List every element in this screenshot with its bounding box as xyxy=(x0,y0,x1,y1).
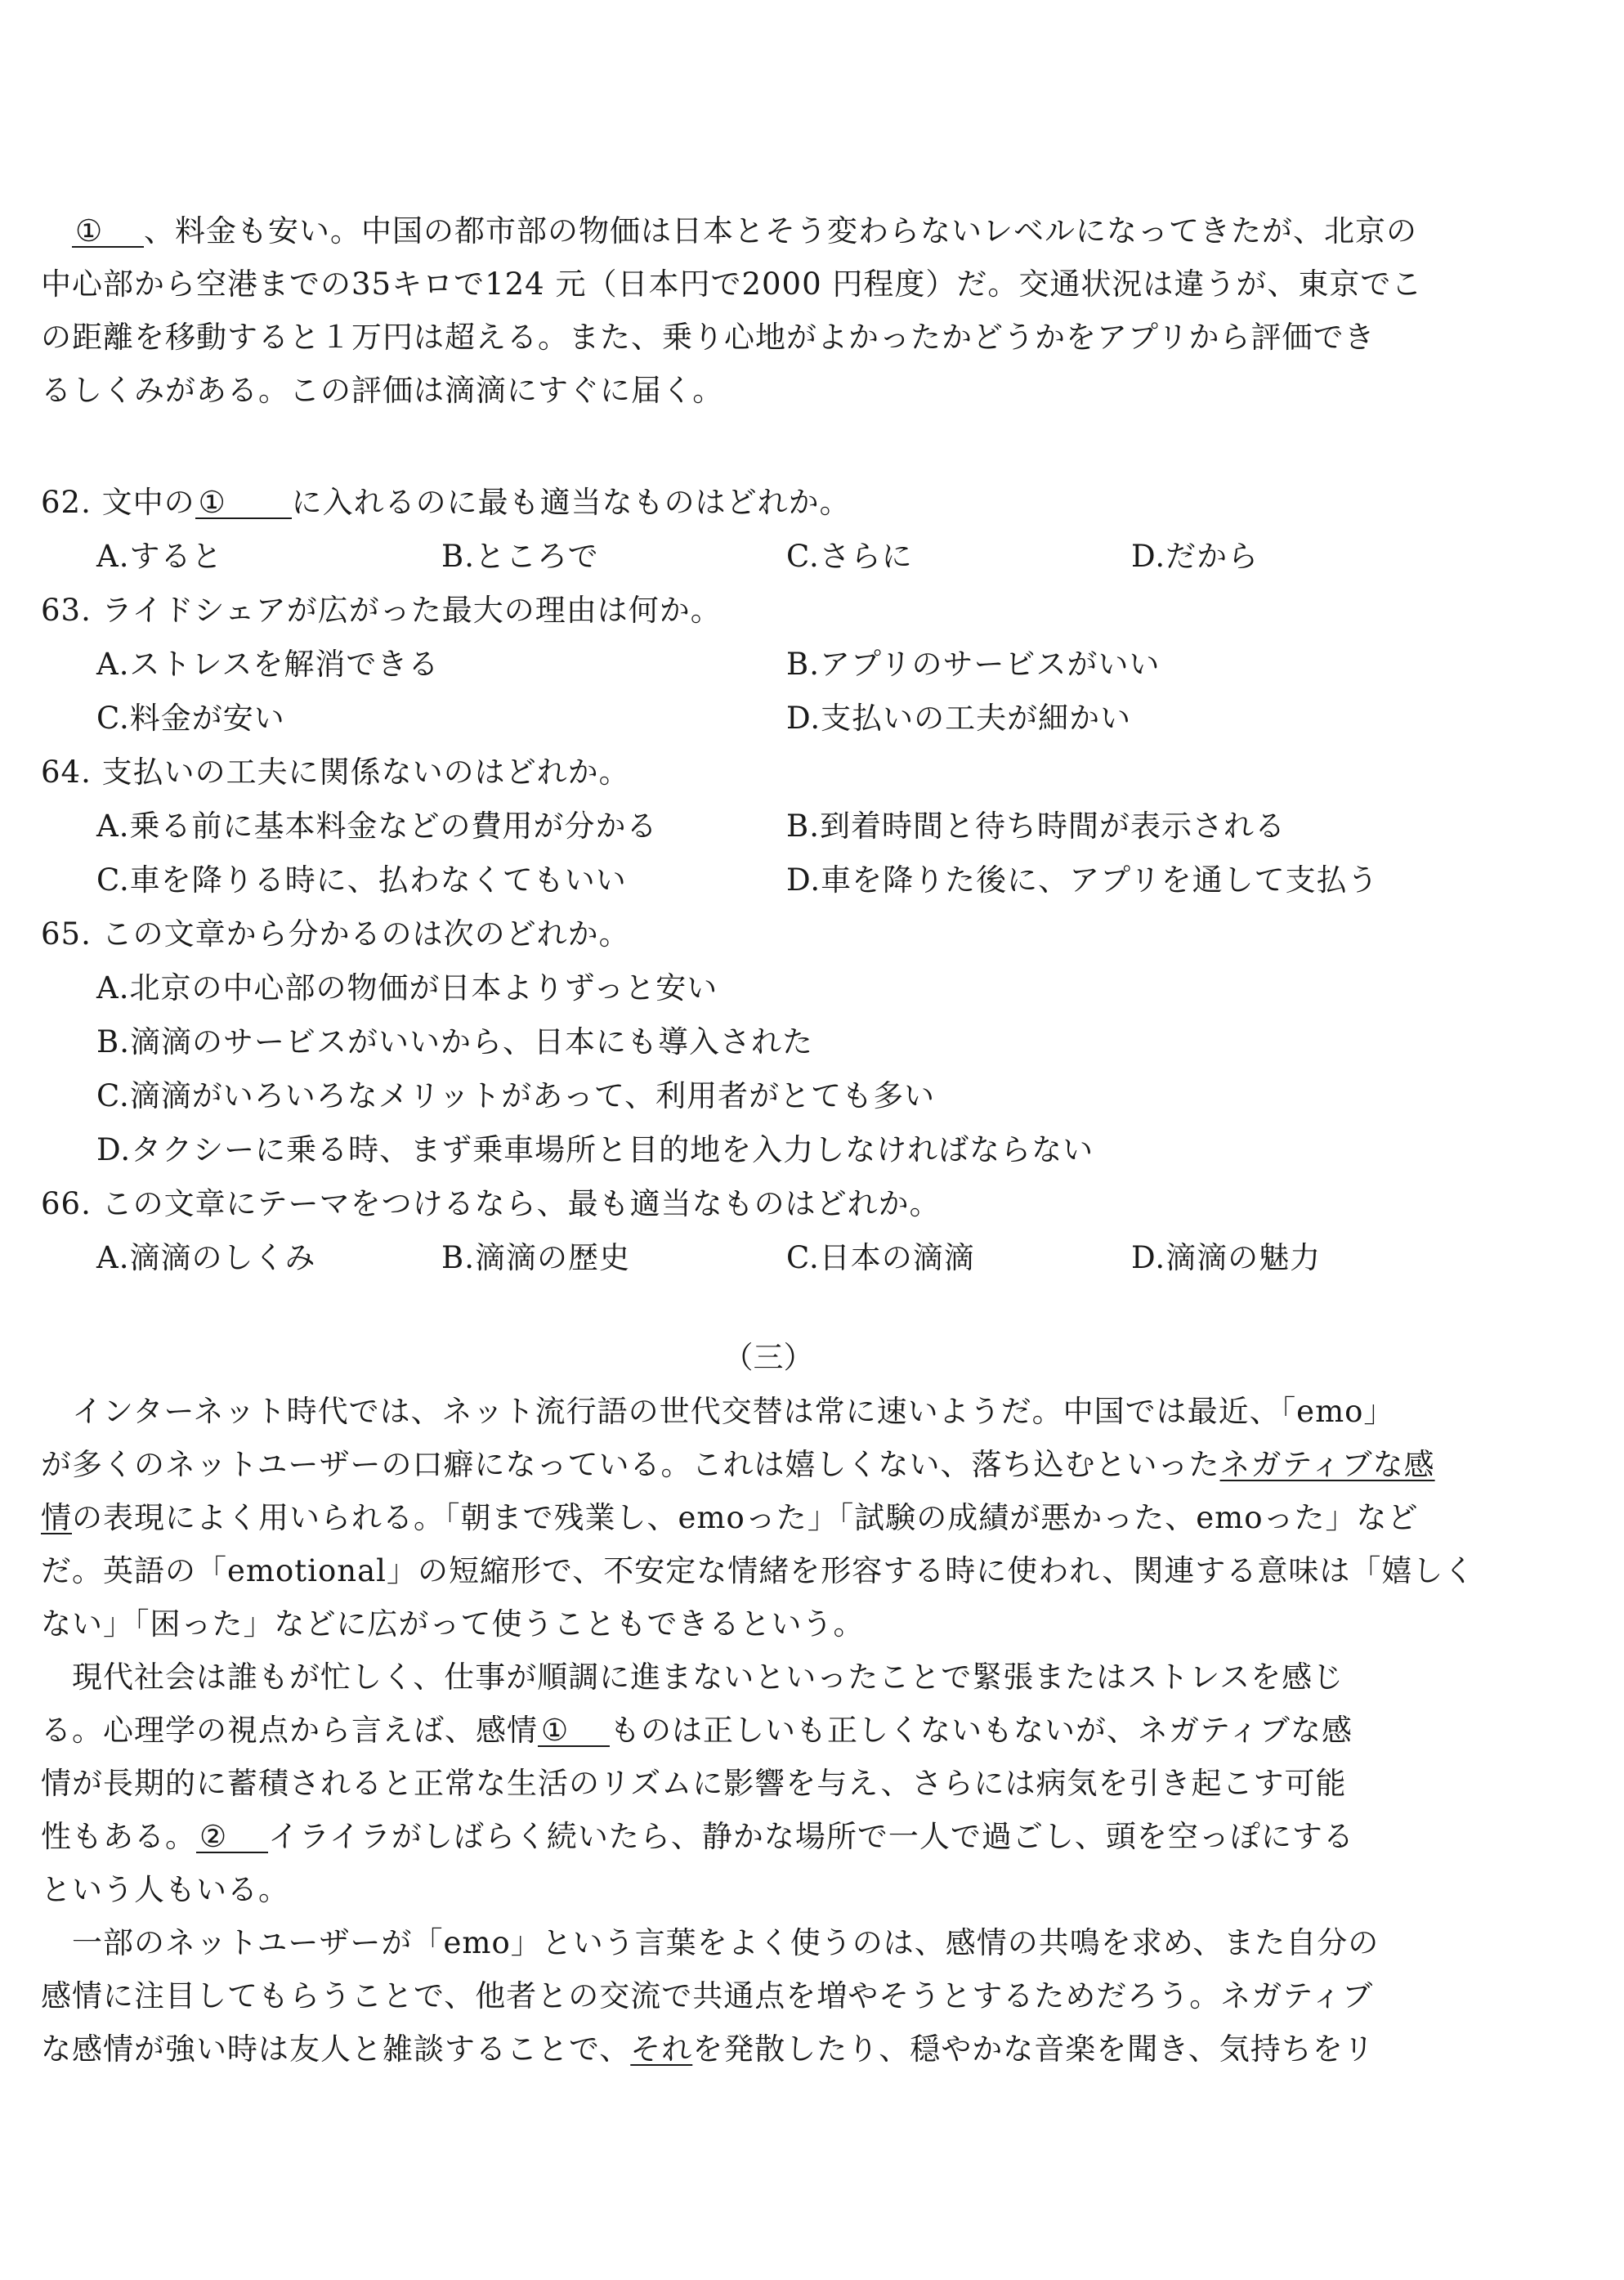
p3-line-3-text-pre: な感情が強い時は友人と雑談することで、 xyxy=(41,2031,631,2067)
option-c[interactable]: C.車を降りる時に、払わなくてもいい xyxy=(96,862,627,898)
p1-line-3 xyxy=(41,1491,1577,1544)
p1-line-1: インターネット時代では、ネット流行語の世代交替は常に速いようだ。中国では最近、「emo」 xyxy=(72,1394,1395,1429)
question-stem: この文章にテーマをつけるなら、最も適当なものはどれか。 xyxy=(101,1186,941,1221)
option-c[interactable]: C.日本の滴滴 xyxy=(786,1240,975,1275)
p1-line-2 xyxy=(41,1438,1577,1491)
question-65-option-d-row xyxy=(41,1123,1577,1177)
p2-line-4-text-pre: 性もある。 xyxy=(41,1819,196,1854)
question-65-option-b-row xyxy=(41,1015,1577,1069)
option-b[interactable]: B.滴滴のサービスがいいから、日本にも導入された xyxy=(96,1024,813,1059)
passage-two-tail xyxy=(41,204,1577,417)
option-a[interactable]: A.すると xyxy=(96,539,223,574)
option-a[interactable]: A.北京の中心部の物価が日本よりずっと安い xyxy=(96,970,718,1006)
p2-line-4-text-post: イライラがしばらく続いたら、静かな場所で一人で過ごし、頭を空っぽにする xyxy=(268,1819,1354,1854)
question-63-options-row-2 xyxy=(41,692,1577,746)
option-b[interactable]: B.ところで xyxy=(441,539,599,574)
option-d[interactable]: D.滴滴の魅力 xyxy=(1131,1240,1322,1275)
p3-line-1: 一部のネットユーザーが「emo」という言葉をよく使うのは、感情の共鳴を求め、また自分の xyxy=(72,1925,1380,1960)
question-62-options xyxy=(41,530,1577,584)
option-b[interactable]: B.滴滴の歴史 xyxy=(441,1240,630,1275)
p3-line-3-text-post: を発散したり、穏やかな音楽を聞き、気持ちをリ xyxy=(692,2031,1375,2067)
option-d[interactable]: D.車を降りた後に、アプリを通して支払う xyxy=(786,862,1379,898)
section-three-heading-wrap xyxy=(41,1331,1577,1385)
passage-line-1 xyxy=(41,204,1577,258)
option-d[interactable]: D.支払いの工夫が細かい xyxy=(786,701,1132,736)
question-63-options-row-1 xyxy=(41,638,1577,692)
p2-line-3: 情が長期的に蓄積されると正常な生活のリズムに影響を与え、さらには病気を引き起こす可能 xyxy=(41,1766,1347,1801)
question-64 xyxy=(41,746,1577,800)
p2-line-1: 現代社会は誰もが忙しく、仕事が順調に進まないといったことで緊張またはストレスを感じ xyxy=(72,1660,1344,1695)
question-blank: ① xyxy=(195,488,292,519)
p2-line-2 xyxy=(41,1704,1577,1757)
passage-line-3: の距離を移動すると１万円は超える。また、乗り心地がよかったかどうかをアプリから評価でき xyxy=(41,320,1376,355)
underlined-phrase: ネガティブな感 xyxy=(1219,1447,1435,1482)
question-number: 63. xyxy=(41,593,92,628)
p1-line-2-text: が多くのネットユーザーの口癖になっている。これは嬉しくない、落ち込むといった xyxy=(41,1447,1220,1482)
blank-1: ① xyxy=(538,1716,610,1747)
question-66 xyxy=(41,1177,1577,1231)
p2-line-2-text-post: ものは正しいも正しくないもないが、ネガティブな感 xyxy=(610,1713,1353,1748)
question-stem: この文章から分かるのは次のどれか。 xyxy=(101,916,630,952)
option-c[interactable]: C.さらに xyxy=(786,539,913,574)
passage-line-2: 中心部から空港までの35キロで124 元（日本円で2000 円程度）だ。交通状況は違うが、東京でこ xyxy=(41,267,1423,302)
question-stem: ライドシェアが広がった最大の理由は何か。 xyxy=(101,593,722,628)
option-c[interactable]: C.料金が安い xyxy=(96,701,285,736)
underlined-word: それ xyxy=(630,2031,693,2067)
passage-three xyxy=(41,1385,1577,2076)
section-heading: （三） xyxy=(723,1340,814,1375)
blank-1: ① xyxy=(72,217,144,248)
p2-line-4 xyxy=(41,1810,1577,1863)
passage-line-4: るしくみがある。この評価は滴滴にすぐに届く。 xyxy=(41,373,724,408)
question-65 xyxy=(41,907,1577,961)
option-a[interactable]: A.乗る前に基本料金などの費用が分かる xyxy=(96,809,658,844)
option-a[interactable]: A.ストレスを解消できる xyxy=(96,647,440,682)
p2-line-2-text-pre: る。心理学の視点から言えば、感情 xyxy=(41,1713,538,1748)
question-number: 62. xyxy=(41,485,92,520)
question-number: 65. xyxy=(41,916,92,952)
question-list xyxy=(41,476,1577,1285)
p1-line-4: だ。英語の「emotional」の短縮形で、不安定な情緒を形容する時に使われ、関連する意味は「嬉しく xyxy=(41,1553,1475,1588)
question-65-option-c-row xyxy=(41,1069,1577,1123)
question-63 xyxy=(41,584,1577,638)
p3-line-2: 感情に注目してもらうことで、他者との交流で共通点を増やそうとするためだろう。ネガティブ xyxy=(41,1978,1374,2013)
question-66-options xyxy=(41,1231,1577,1285)
question-65-option-a-row xyxy=(41,961,1577,1015)
option-a[interactable]: A.滴滴のしくみ xyxy=(96,1240,316,1275)
question-64-options-row-1 xyxy=(41,800,1577,853)
question-stem-post: に入れるのに最も適当なものはどれか。 xyxy=(291,485,851,520)
question-stem: 支払いの工夫に関係ないのはどれか。 xyxy=(101,755,630,790)
p2-line-5: という人もいる。 xyxy=(41,1872,289,1907)
underlined-phrase-end: 情 xyxy=(41,1500,72,1535)
blank-2: ② xyxy=(196,1822,268,1853)
question-stem-pre: 文中の xyxy=(101,485,195,520)
p1-line-5: ない」「困った」などに広がって使うこともできるという。 xyxy=(41,1606,865,1642)
question-number: 64. xyxy=(41,755,92,790)
p3-line-3 xyxy=(41,2022,1577,2076)
option-b[interactable]: B.到着時間と待ち時間が表示される xyxy=(786,809,1286,844)
option-c[interactable]: C.滴滴がいろいろなメリットがあって、利用者がとても多い xyxy=(96,1078,936,1113)
option-d[interactable]: D.タクシーに乗る時、まず乗車場所と目的地を入力しなければならない xyxy=(96,1132,1094,1167)
passage-line-1-text: 、料金も安い。中国の都市部の物価は日本とそう変わらないレベルになってきたが、北京の xyxy=(144,213,1417,249)
question-number: 66. xyxy=(41,1186,92,1221)
option-d[interactable]: D.だから xyxy=(1131,539,1259,574)
question-64-options-row-2 xyxy=(41,853,1577,907)
option-b[interactable]: B.アプリのサービスがいい xyxy=(786,647,1161,682)
question-62 xyxy=(41,476,1577,530)
p1-line-3-text: の表現によく用いられる。「朝まで残業し、emoった」「試験の成績が悪かった、emoった」など xyxy=(72,1500,1419,1535)
